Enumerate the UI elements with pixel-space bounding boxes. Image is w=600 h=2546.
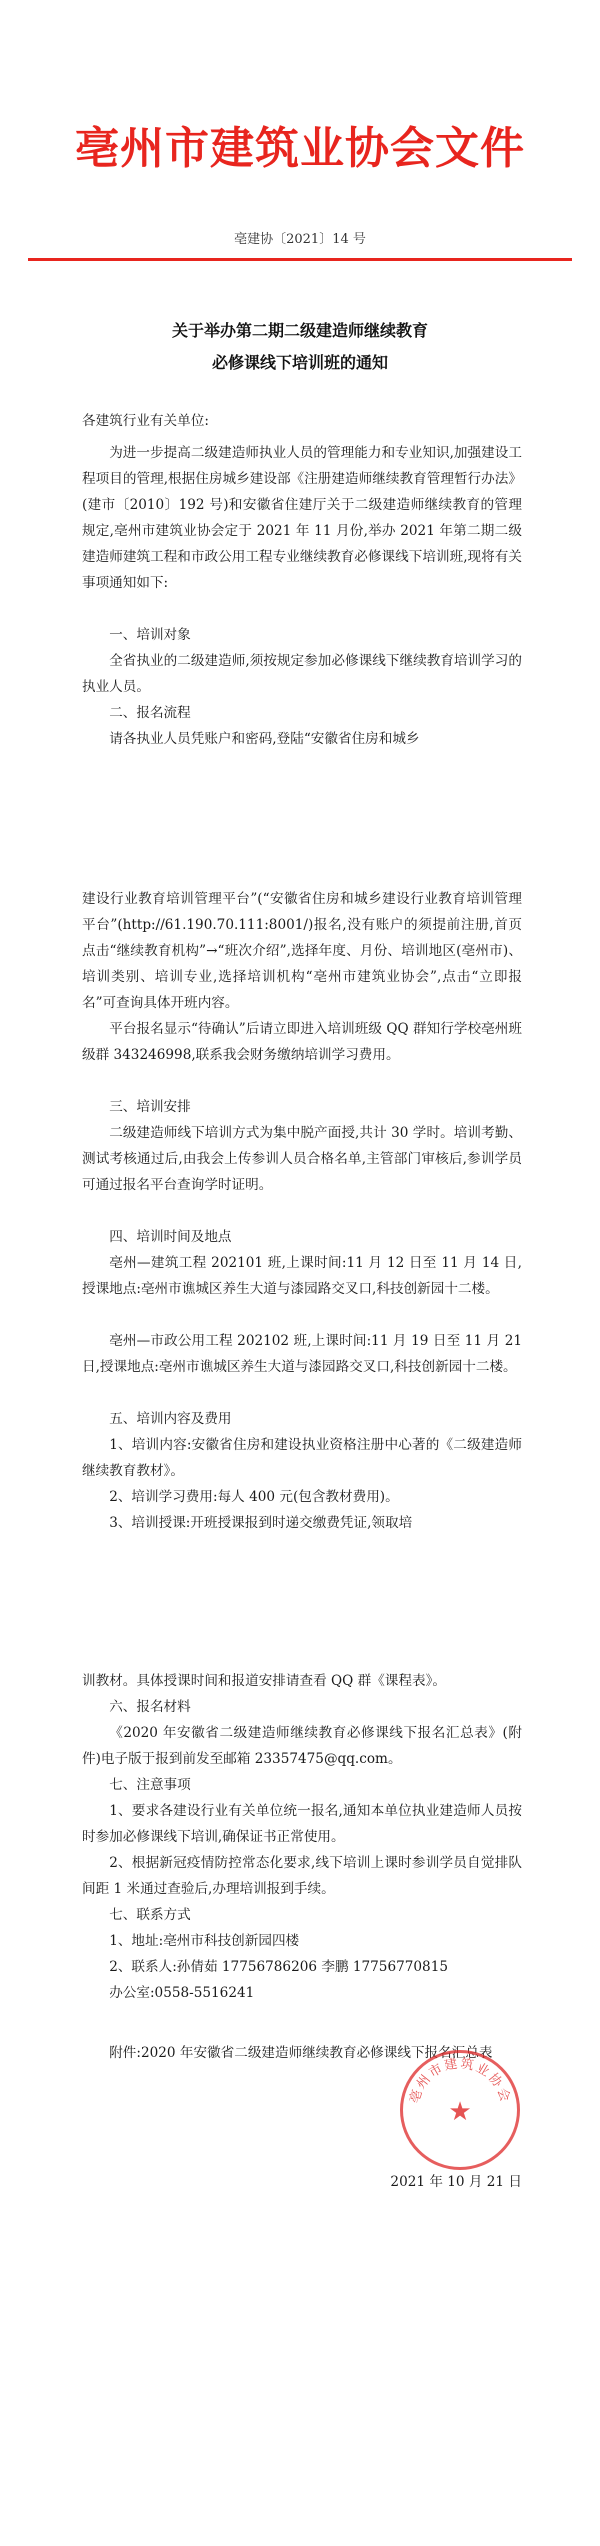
header-red-rule	[28, 258, 572, 261]
section-heading: 二、报名流程	[109, 705, 191, 721]
body-paragraph: 建设行业教育培训管理平台”(“安徽省住房和城乡建设行业教育培训管理平台”(http://61.190.70.111:8001/)报名,没有账户的须提前注册,首页点击“继续教育机构”→“班次介绍”,选择年度、月份、培训地区(亳州市)、培训类别、培训专业,选择培训机构“亳州市建筑业协会”,点击“立即报名”可查询具体开班内容。	[82, 891, 522, 1011]
body-paragraph: 1、要求各建设行业有关单位统一报名,通知本单位执业建造师人员按时参加必修课线下培训,确保证书正常使用。	[82, 1803, 522, 1845]
document-header-title: 亳州市建筑业协会文件	[75, 123, 525, 174]
section-heading: 六、报名材料	[109, 1699, 191, 1715]
body-paragraph: 亳州—市政公用工程 202102 班,上课时间:11 月 19 日至 11 月 21 日,授课地点:亳州市谯城区养生大道与漆园路交叉口,科技创新园十二楼。	[82, 1333, 522, 1375]
subject-line-1: 关于举办第二期二级建造师继续教育	[171, 321, 428, 340]
body-paragraph: 《2020 年安徽省二级建造师继续教育必修课线下报名汇总表》(附件)电子版于报到前发至邮箱 23357475@qq.com。	[82, 1725, 522, 1767]
section-heading: 四、培训时间及地点	[109, 1229, 232, 1245]
svg-text:亳州市建筑业协会: 亳州市建筑业协会	[407, 2056, 513, 2106]
body-paragraph: 亳州—建筑工程 202101 班,上课时间:11 月 12 日至 11 月 14 日,授课地点:亳州市谯城区养生大道与漆园路交叉口,科技创新园十二楼。	[82, 1255, 522, 1297]
body-paragraph: 二级建造师线下培训方式为集中脱产面授,共计 30 学时。培训考勤、测试考核通过后,由我会上传参训人员合格名单,主管部门审核后,参训学员可通过报名平台查询学时证明。	[82, 1125, 522, 1193]
salutation: 各建筑行业有关单位:	[82, 413, 209, 429]
contact-persons: 2、联系人:孙倩茹 17756786206 李鹏 17756770815	[109, 1959, 448, 1975]
issue-date: 2021 年 10 月 21 日	[390, 2174, 522, 2190]
body-paragraph: 3、培训授课:开班授课报到时递交缴费凭证,领取培	[109, 1515, 413, 1531]
official-seal	[400, 2050, 520, 2170]
attachment-note: 附件:2020 年安徽省二级建造师继续教育必修课线下报名汇总表	[109, 2045, 493, 2061]
body-paragraph: 全省执业的二级建造师,须按规定参加必修课线下继续教育培训学习的执业人员。	[82, 653, 522, 695]
contact-office-phone: 办公室:0558-5516241	[109, 1985, 255, 2001]
contact-address: 1、地址:亳州市科技创新园四楼	[109, 1933, 300, 1949]
body-paragraph: 请各执业人员凭账户和密码,登陆“安徽省住房和城乡	[109, 731, 420, 747]
body-paragraph: 平台报名显示“待确认”后请立即进入培训班级 QQ 群知行学校亳州班级群 343246998,联系我会财务缴纳培训学习费用。	[82, 1021, 522, 1063]
section-heading: 七、注意事项	[109, 1777, 191, 1793]
subject-line-2: 必修课线下培训班的通知	[211, 353, 388, 372]
intro-paragraph: 为进一步提高二级建造师执业人员的管理能力和专业知识,加强建设工程项目的管理,根据住房城乡建设部《注册建造师继续教育管理暂行办法》(建市〔2010〕192 号)和安徽省住建厅关于二级建造师继续教育的管理规定,亳州市建筑业协会定于 2021 年 11 月份,举办 2021 年第二期二级建造师建筑工程和市政公用工程专业继续教育必修课线下培训班,现将有关事项通知如下:	[82, 445, 522, 591]
section-heading: 三、培训安排	[109, 1099, 191, 1115]
section-heading: 七、联系方式	[109, 1907, 191, 1923]
body-paragraph: 1、培训内容:安徽省住房和建设执业资格注册中心著的《二级建造师继续教育教材》。	[82, 1437, 522, 1479]
body-paragraph: 2、根据新冠疫情防控常态化要求,线下培训上课时参训学员自觉排队间距 1 米通过查验后,办理培训报到手续。	[82, 1855, 522, 1897]
section-heading: 五、培训内容及费用	[109, 1411, 232, 1427]
seal-star-icon: ★	[448, 2097, 472, 2127]
section-heading: 一、培训对象	[109, 627, 191, 643]
body-paragraph: 训教材。具体授课时间和报道安排请查看 QQ 群《课程表》。	[82, 1673, 446, 1689]
document-number: 亳建协〔2021〕14 号	[234, 232, 366, 247]
body-paragraph: 2、培训学习费用:每人 400 元(包含教材费用)。	[109, 1489, 399, 1505]
